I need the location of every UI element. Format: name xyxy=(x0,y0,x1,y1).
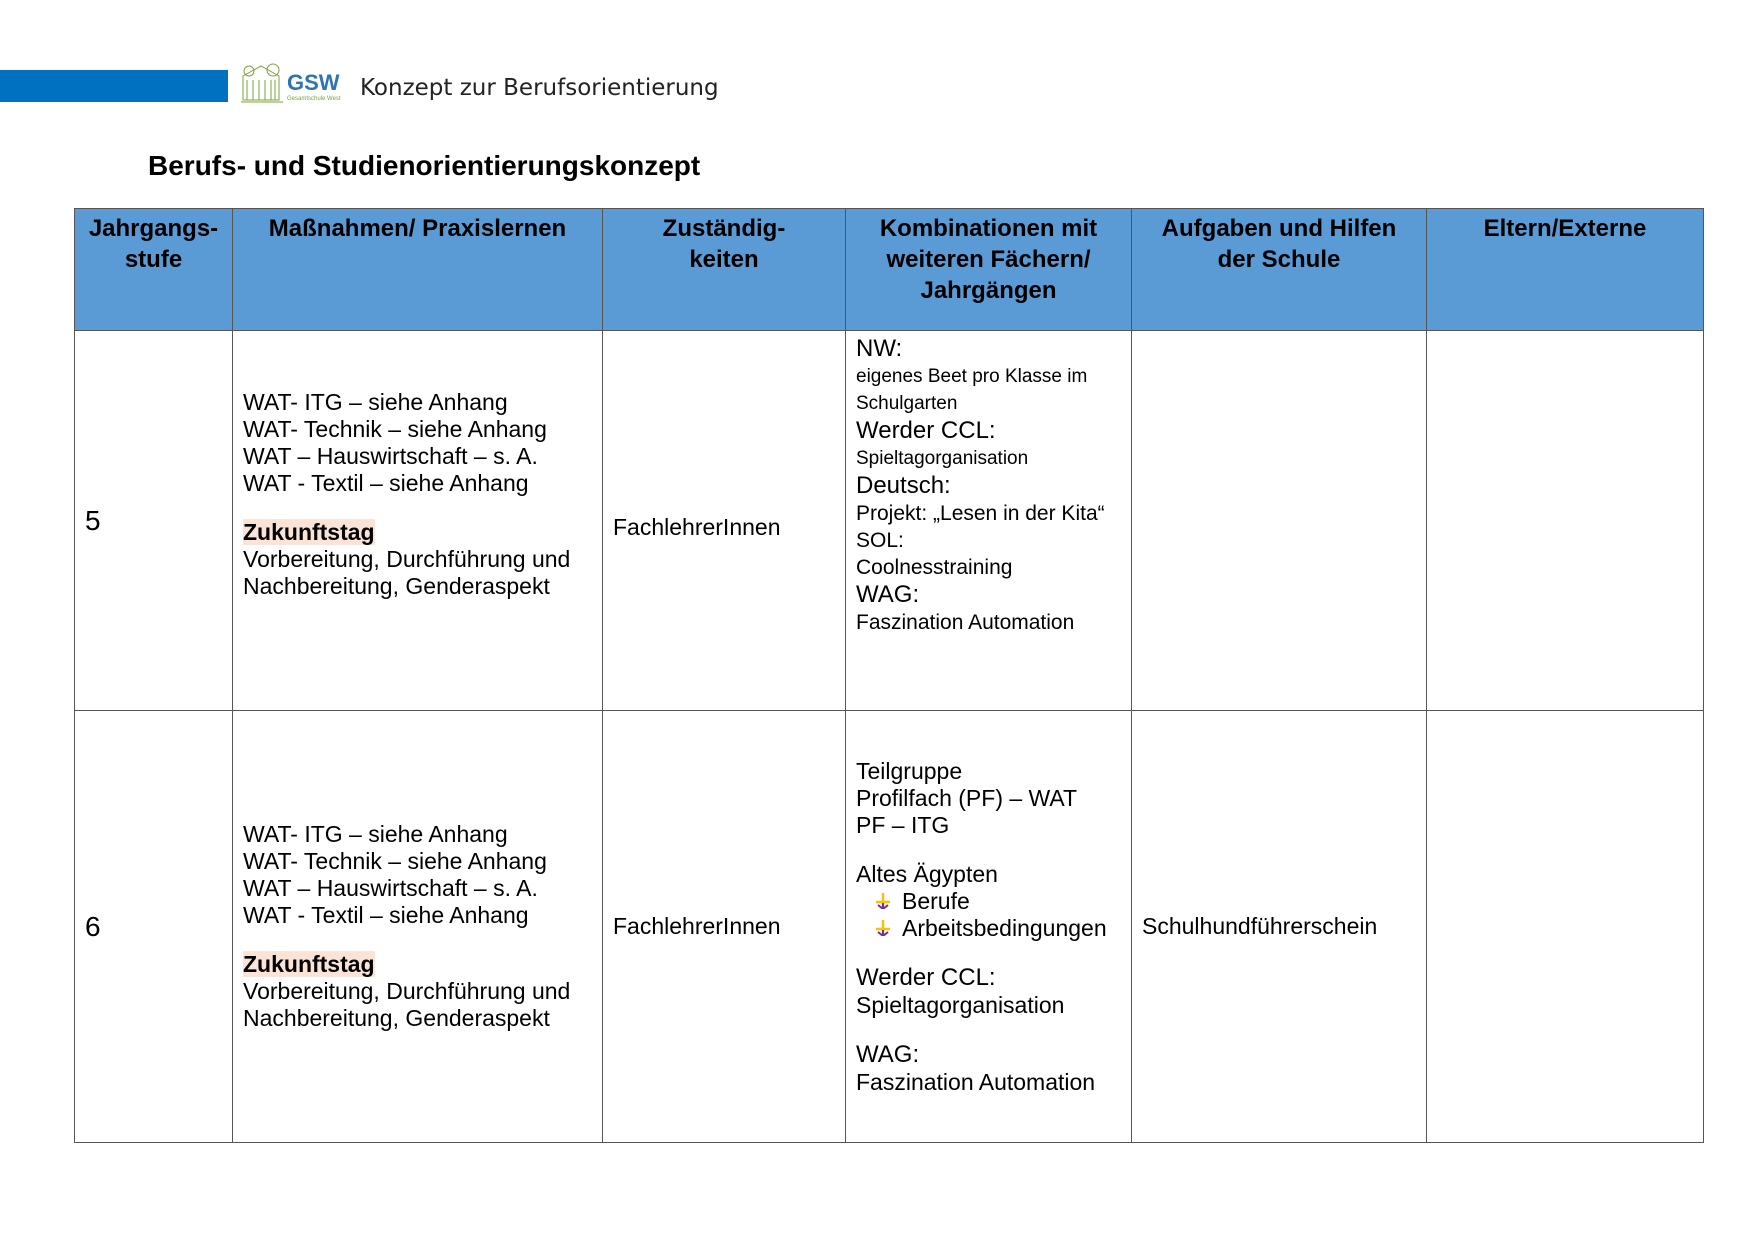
col-header-responsibility: Zuständig- keiten xyxy=(603,209,846,331)
logo-subtext: Gesamtschule West xyxy=(287,96,341,102)
measure-line: Vorbereitung, Durchführung und xyxy=(243,978,571,1004)
table-row xyxy=(75,711,1704,1143)
measures-cell xyxy=(233,331,603,711)
measure-line: Nachbereitung, Genderaspekt xyxy=(243,573,550,599)
measure-line: Nachbereitung, Genderaspekt xyxy=(243,1005,550,1031)
subject-text: Spieltagorganisation xyxy=(856,448,1029,469)
bullet-item xyxy=(856,915,1121,942)
subject-text: Teilgruppe xyxy=(856,757,963,784)
arrow-bullet-icon xyxy=(876,920,890,936)
subject-text: Projekt: „Lesen in der Kita“ xyxy=(856,502,1105,525)
orientation-table xyxy=(74,208,1704,1143)
table-header-row xyxy=(75,209,1704,331)
responsibility-cell: FachlehrerInnen xyxy=(603,711,846,1143)
col-header-measures: Maßnahmen/ Praxislernen xyxy=(233,209,603,331)
measure-line: WAT- ITG – siehe Anhang xyxy=(243,389,508,415)
subject-text: Faszination Automation xyxy=(856,611,1075,634)
measure-line: WAT- ITG – siehe Anhang xyxy=(243,821,508,847)
measure-line: Vorbereitung, Durchführung und xyxy=(243,546,571,572)
subject-text: PF – ITG xyxy=(856,811,950,838)
subject-label: WAG: xyxy=(856,581,920,608)
combinations-cell xyxy=(846,711,1132,1143)
parents-cell xyxy=(1427,711,1704,1143)
col-header-grade: Jahrgangs- stufe xyxy=(75,209,233,331)
header-title: Konzept zur Berufsorientierung xyxy=(360,75,719,101)
subject-text: Coolnesstraining xyxy=(856,556,1013,579)
subject-label: Werder CCL: xyxy=(856,963,996,991)
measure-line: WAT - Textil – siehe Anhang xyxy=(243,470,529,496)
subject-label: Werder CCL: xyxy=(856,417,996,444)
combinations-cell xyxy=(846,331,1132,711)
col-header-tasks: Aufgaben und Hilfen der Schule xyxy=(1132,209,1427,331)
document-title: Berufs- und Studienorientierungskonzept xyxy=(148,150,701,181)
subject-text: Profilfach (PF) – WAT xyxy=(856,784,1078,811)
col-header-combinations: Kombinationen mit weiteren Fächern/ Jahrgängen xyxy=(846,209,1132,331)
highlight-zukunftstag: Zukunftstag xyxy=(243,951,375,977)
subject-label: SOL: xyxy=(856,529,904,552)
subject-label: NW: xyxy=(856,335,903,362)
measure-line: WAT – Hauswirtschaft – s. A. xyxy=(243,875,538,901)
table-row xyxy=(75,331,1704,711)
parents-cell xyxy=(1427,331,1704,711)
subject-label: Altes Ägypten xyxy=(856,860,998,887)
responsibility-cell: FachlehrerInnen xyxy=(603,331,846,711)
subject-text: Schulgarten xyxy=(856,393,958,414)
subject-text: Spieltagorganisation xyxy=(856,991,1065,1018)
school-logo xyxy=(237,60,345,108)
arrow-bullet-icon xyxy=(876,893,890,909)
col-header-parents: Eltern/Externe xyxy=(1427,209,1704,331)
measure-line: WAT- Technik – siehe Anhang xyxy=(243,416,547,442)
logo-text: GSW xyxy=(287,70,340,95)
measure-line: WAT- Technik – siehe Anhang xyxy=(243,848,547,874)
bullet-item xyxy=(856,888,1121,915)
tasks-cell xyxy=(1132,331,1427,711)
subject-text: eigenes Beet pro Klasse im xyxy=(856,366,1088,387)
subject-text: Faszination Automation xyxy=(856,1068,1096,1095)
subject-label: WAG: xyxy=(856,1040,920,1068)
bullet-label: Arbeitsbedingungen xyxy=(902,914,1107,941)
bullet-label: Berufe xyxy=(902,887,970,914)
highlight-zukunftstag: Zukunftstag xyxy=(243,519,375,545)
tasks-cell: Schulhundführerschein xyxy=(1132,711,1427,1143)
measures-cell xyxy=(233,711,603,1143)
grade-cell: 5 xyxy=(75,331,233,711)
brand-bar xyxy=(0,70,228,102)
grade-cell: 6 xyxy=(75,711,233,1143)
measure-line: WAT - Textil – siehe Anhang xyxy=(243,902,529,928)
measure-line: WAT – Hauswirtschaft – s. A. xyxy=(243,443,538,469)
subject-label: Deutsch: xyxy=(856,472,951,499)
